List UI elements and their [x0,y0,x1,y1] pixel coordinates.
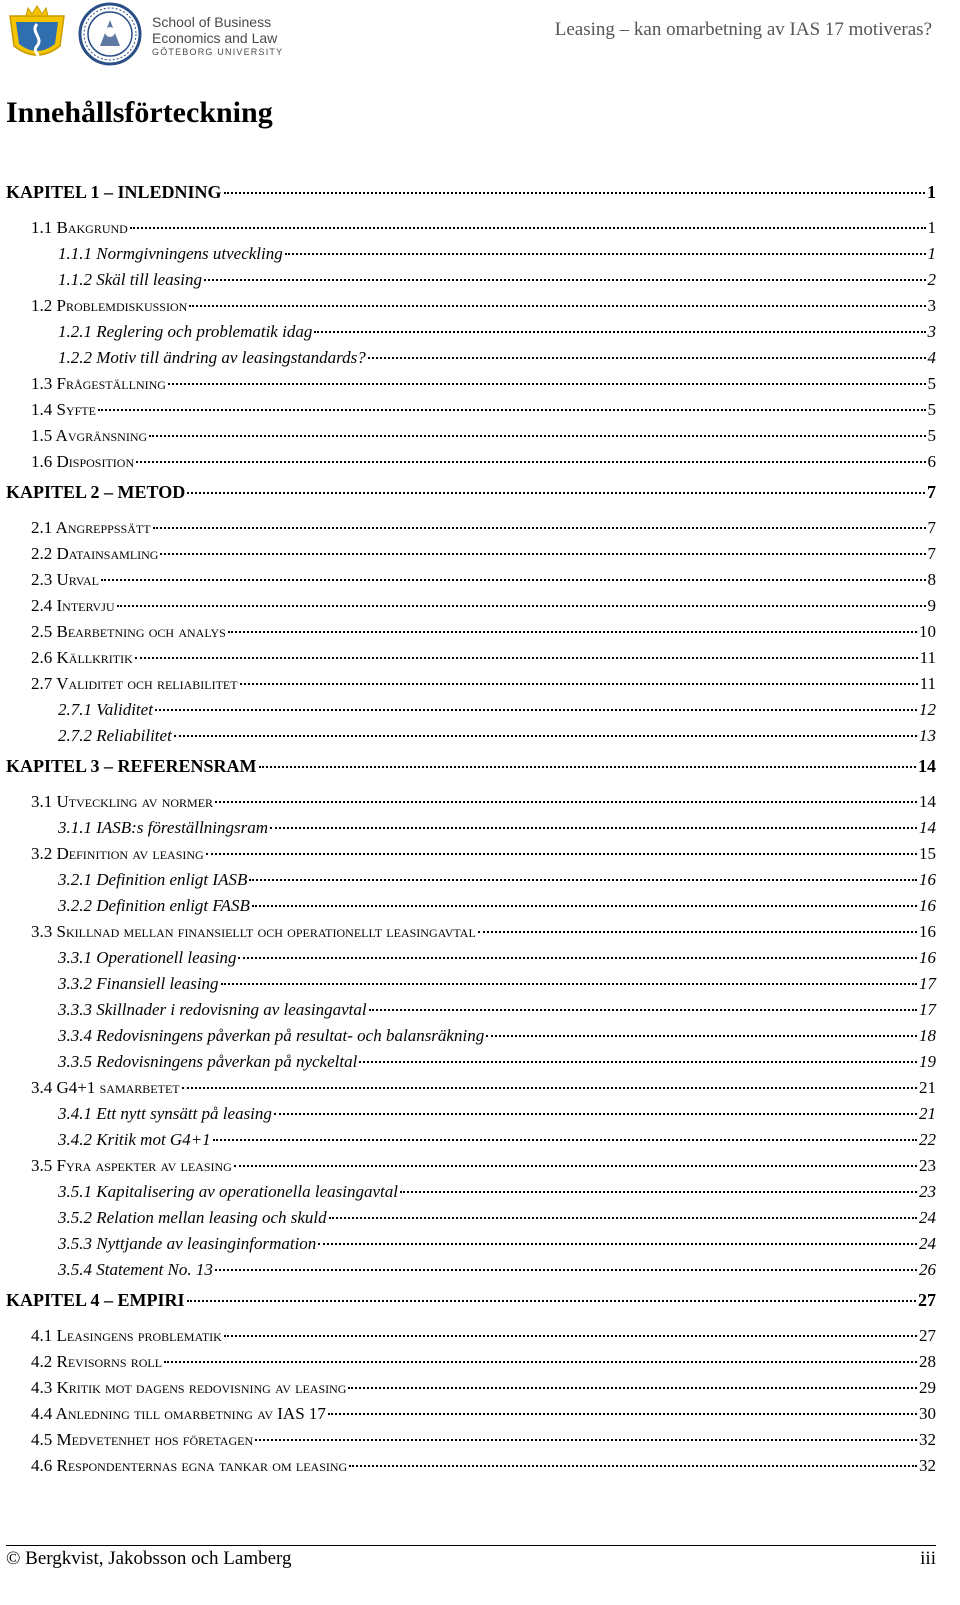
toc-subsection-entry[interactable] [6,697,936,723]
toc-entry-page: 30 [919,1404,936,1423]
toc-section-entry[interactable] [6,919,936,945]
toc-entry-label: 2.2 Datainsamling [31,544,159,563]
toc-entry-page: 7 [927,518,936,537]
toc-entry-page: 15 [919,844,936,863]
toc-entry-page: 6 [927,452,936,471]
toc-leader-dots [238,957,917,959]
toc-entry-label: KAPITEL 3 – REFERENSRAM [6,756,257,776]
toc-entry-label: 1.4 Syfte [31,400,96,419]
toc-leader-dots [314,331,925,333]
toc-subsection-entry[interactable] [6,971,936,997]
toc-entry-page: 21 [919,1078,936,1097]
footer-divider [6,1545,936,1546]
toc-entry-label: 2.7 Validitet och reliabilitet [31,674,238,693]
toc-section-entry[interactable] [6,397,936,423]
toc-entry-label: 2.4 Intervju [31,596,115,615]
toc-section-entry[interactable] [6,449,936,475]
footer-page-number: iii [920,1548,936,1569]
toc-entry-label: 3.2.1 Definition enligt IASB [58,870,248,889]
toc-section-entry[interactable] [6,371,936,397]
toc-entry-page: 8 [927,570,936,589]
toc-entry-label: 1.2 Problemdiskussion [31,296,188,315]
page-title: Innehållsförteckning [6,96,273,129]
toc-entry-label: 3.5.2 Relation mellan leasing och skuld [58,1208,327,1227]
toc-entry-label: 3.3.5 Redovisningens påverkan på nyckeltal [58,1052,358,1071]
toc-leader-dots [348,1387,917,1389]
toc-leader-dots [369,1009,917,1011]
toc-entry-label: 3.5 Fyra aspekter av leasing [31,1156,232,1175]
toc-leader-dots [98,409,926,411]
toc-entry-label: 1.2.2 Motiv till ändring av leasingstandards? [58,348,366,367]
toc-subsection-entry[interactable] [6,1101,936,1127]
toc-leader-dots [249,879,917,881]
toc-leader-dots [228,631,917,633]
toc-entry-page: 13 [919,726,936,745]
toc-entry-page: 5 [927,374,936,393]
school-name-line3: GÖTEBORG UNIVERSITY [152,47,284,57]
toc-leader-dots [182,1087,917,1089]
toc-leader-dots [189,305,925,307]
toc-leader-dots [213,1139,917,1141]
toc-section-entry[interactable] [6,1427,936,1453]
toc-entry-label: 2.6 Källkritik [31,648,133,667]
toc-entry-label: 2.1 Angreppssätt [31,518,151,537]
toc-leader-dots [318,1243,917,1245]
toc-entry-page: 16 [919,922,936,941]
toc-entry-page: 1 [927,244,936,263]
toc-entry-label: 2.7.2 Reliabilitet [58,726,172,745]
toc-section-entry[interactable] [6,215,936,241]
school-name [152,14,322,59]
toc-entry-page: 24 [919,1234,936,1253]
toc-entry-label: 1.1 Bakgrund [31,218,128,237]
toc-section-entry[interactable] [6,645,936,671]
toc-entry-label: 3.3.1 Operationell leasing [58,948,237,967]
toc-entry-page: 9 [927,596,936,615]
toc-entry-page: 12 [919,700,936,719]
toc-entry-page: 16 [919,896,936,915]
toc-section-entry[interactable] [6,423,936,449]
toc-entry-page: 17 [919,1000,936,1019]
toc-entry-label: 4.2 Revisorns roll [31,1352,163,1371]
toc-entry-page: 27 [918,1290,936,1310]
toc-subsection-entry[interactable] [6,815,936,841]
toc-section-entry[interactable] [6,593,936,619]
toc-entry-page: 4 [927,348,936,367]
toc-section-entry[interactable] [6,567,936,593]
toc-leader-dots [359,1061,917,1063]
toc-entry-label: 4.3 Kritik mot dagens redovisning av leasing [31,1378,347,1397]
toc-entry-label: 3.5.1 Kapitalisering av operationella leasingavtal [58,1182,398,1201]
toc-entry-label: 4.1 Leasingens problematik [31,1326,222,1345]
toc-leader-dots [328,1413,917,1415]
toc-entry-label: 3.3 Skillnad mellan finansiellt och operationellt leasingavtal [31,922,476,941]
toc-entry-label: 2.3 Urval [31,570,99,589]
toc-entry-page: 16 [919,870,936,889]
toc-entry-page: 29 [919,1378,936,1397]
toc-leader-dots [135,657,918,659]
toc-section-entry[interactable] [6,1375,936,1401]
university-emblem-icon [4,2,70,66]
toc-leader-dots [215,1269,917,1271]
toc-leader-dots [255,1439,917,1441]
toc-leader-dots [285,253,926,255]
toc-subsection-entry[interactable] [6,319,936,345]
toc-section-entry[interactable] [6,293,936,319]
toc-entry-page: 3 [927,296,936,315]
toc-entry-label: 3.3.3 Skillnader i redovisning av leasingavtal [58,1000,367,1019]
toc-leader-dots [164,1361,917,1363]
toc-entry-label: 3.3.2 Finansiell leasing [58,974,219,993]
toc-entry-label: 4.4 Anledning till omarbetning av IAS 17 [31,1404,326,1423]
toc-subsection-entry[interactable] [6,1257,936,1283]
toc-subsection-entry[interactable] [6,1231,936,1257]
toc-section-entry[interactable] [6,1453,936,1479]
toc-entry-label: 3.4.1 Ett nytt synsätt på leasing [58,1104,272,1123]
toc-leader-dots [368,357,926,359]
toc-chapter-entry[interactable] [6,178,936,215]
toc-entry-label: 3.2 Definition av leasing [31,844,204,863]
toc-entry-page: 1 [927,218,936,237]
toc-leader-dots [270,827,917,829]
toc-section-entry[interactable] [6,1075,936,1101]
toc-entry-label: 1.5 Avgränsning [31,426,148,445]
toc-entry-page: 28 [919,1352,936,1371]
toc-leader-dots [155,709,917,711]
toc-subsection-entry[interactable] [6,267,936,293]
toc-entry-label: 1.1.1 Normgivningens utveckling [58,244,283,263]
toc-entry-page: 1 [927,182,936,202]
toc-entry-page: 7 [927,544,936,563]
toc-entry-page: 23 [919,1156,936,1175]
toc-leader-dots [168,383,926,385]
toc-section-entry[interactable] [6,1349,936,1375]
toc-leader-dots [224,192,925,194]
toc-leader-dots [486,1035,917,1037]
toc-entry-label: KAPITEL 4 – EMPIRI [6,1290,185,1310]
footer-authors: © Bergkvist, Jakobsson och Lamberg [6,1548,292,1569]
toc-entry-page: 10 [919,622,936,641]
toc-entry-label: 3.3.4 Redovisningens påverkan på resultat- och balansräkning [58,1026,485,1045]
toc-leader-dots [349,1465,917,1467]
toc-section-entry[interactable] [6,841,936,867]
toc-subsection-entry[interactable] [6,945,936,971]
toc-leader-dots [274,1113,917,1115]
toc-subsection-entry[interactable] [6,1049,936,1075]
toc-leader-dots [101,579,926,581]
toc-section-entry[interactable] [6,515,936,541]
toc-entry-page: 14 [918,756,936,776]
toc-subsection-entry[interactable] [6,345,936,371]
toc-entry-page: 32 [919,1430,936,1449]
toc-leader-dots [221,983,917,985]
toc-leader-dots [252,905,917,907]
toc-entry-page: 16 [919,948,936,967]
toc-entry-page: 2 [927,270,936,289]
toc-chapter-entry[interactable] [6,478,936,515]
toc-entry-page: 5 [927,426,936,445]
toc-entry-page: 22 [919,1130,936,1149]
toc-subsection-entry[interactable] [6,997,936,1023]
page-header [0,0,960,72]
toc-leader-dots [174,735,917,737]
toc-subsection-entry[interactable] [6,1205,936,1231]
toc-subsection-entry[interactable] [6,1127,936,1153]
running-title: Leasing – kan omarbetning av IAS 17 motiveras? [554,19,932,40]
toc-leader-dots [160,553,925,555]
toc-section-entry[interactable] [6,619,936,645]
toc-section-entry[interactable] [6,789,936,815]
toc-entry-label: 3.5.3 Nyttjande av leasinginformation [58,1234,317,1253]
toc-subsection-entry[interactable] [6,241,936,267]
toc-leader-dots [187,1300,916,1302]
toc-entry-page: 26 [919,1260,936,1279]
toc-leader-dots [224,1335,917,1337]
school-name-line1: School of Business [152,14,272,30]
toc-section-entry[interactable] [6,1401,936,1427]
toc-subsection-entry[interactable] [6,1023,936,1049]
toc-entry-label: 4.5 Medvetenhet hos företagen [31,1430,254,1449]
toc-entry-page: 11 [919,674,936,693]
toc-entry-page: 21 [919,1104,936,1123]
toc-entry-page: 3 [927,322,936,341]
toc-chapter-entry[interactable] [6,1286,936,1323]
toc-entry-label: 1.1.2 Skäl till leasing [58,270,203,289]
toc-leader-dots [149,435,925,437]
toc-entry-label: 3.1.1 IASB:s föreställningsram [58,818,268,837]
toc-entry-page: 27 [919,1326,936,1345]
toc-entry-label: 3.4 G4+1 samarbetet [31,1078,180,1097]
toc-entry-page: 11 [919,648,936,667]
school-name-line2: Economics and Law [152,30,278,46]
toc-entry-label: KAPITEL 2 – METOD [6,482,186,502]
toc-entry-page: 18 [919,1026,936,1045]
toc-leader-dots [259,766,916,768]
toc-leader-dots [130,227,926,229]
toc-leader-dots [329,1217,917,1219]
toc-entry-page: 7 [927,482,936,502]
toc-entry-label: 3.5.4 Statement No. 13 [58,1260,213,1279]
toc-subsection-entry[interactable] [6,893,936,919]
toc-section-entry[interactable] [6,1153,936,1179]
toc-section-entry[interactable] [6,671,936,697]
toc-entry-page: 17 [919,974,936,993]
toc-entry-page: 19 [919,1052,936,1071]
toc-leader-dots [153,527,926,529]
toc-entry-label: 2.5 Bearbetning och analys [31,622,226,641]
table-of-contents [6,178,936,1479]
toc-chapter-entry[interactable] [6,752,936,789]
toc-section-entry[interactable] [6,1323,936,1349]
toc-entry-label: 3.1 Utveckling av normer [31,792,214,811]
toc-leader-dots [117,605,926,607]
university-seal-icon [78,2,142,66]
toc-entry-page: 5 [927,400,936,419]
toc-leader-dots [234,1165,917,1167]
toc-leader-dots [478,931,917,933]
toc-entry-label: KAPITEL 1 – INLEDNING [6,182,222,202]
toc-entry-label: 3.4.2 Kritik mot G4+1 [58,1130,211,1149]
toc-leader-dots [206,853,917,855]
toc-section-entry[interactable] [6,541,936,567]
toc-leader-dots [204,279,925,281]
toc-leader-dots [215,801,917,803]
toc-subsection-entry[interactable] [6,1179,936,1205]
toc-leader-dots [400,1191,917,1193]
toc-entry-label: 1.2.1 Reglering och problematik idag [58,322,313,341]
toc-entry-page: 32 [919,1456,936,1475]
toc-entry-label: 4.6 Respondenternas egna tankar om leasing [31,1456,348,1475]
toc-subsection-entry[interactable] [6,723,936,749]
toc-entry-page: 14 [919,792,936,811]
toc-leader-dots [240,683,918,685]
toc-leader-dots [187,492,925,494]
toc-entry-page: 23 [919,1182,936,1201]
toc-entry-page: 14 [919,818,936,837]
toc-subsection-entry[interactable] [6,867,936,893]
toc-entry-label: 1.6 Disposition [31,452,135,471]
toc-entry-label: 2.7.1 Validitet [58,700,153,719]
toc-leader-dots [136,461,925,463]
toc-entry-label: 1.3 Frågeställning [31,374,166,393]
toc-entry-page: 24 [919,1208,936,1227]
toc-entry-label: 3.2.2 Definition enligt FASB [58,896,250,915]
